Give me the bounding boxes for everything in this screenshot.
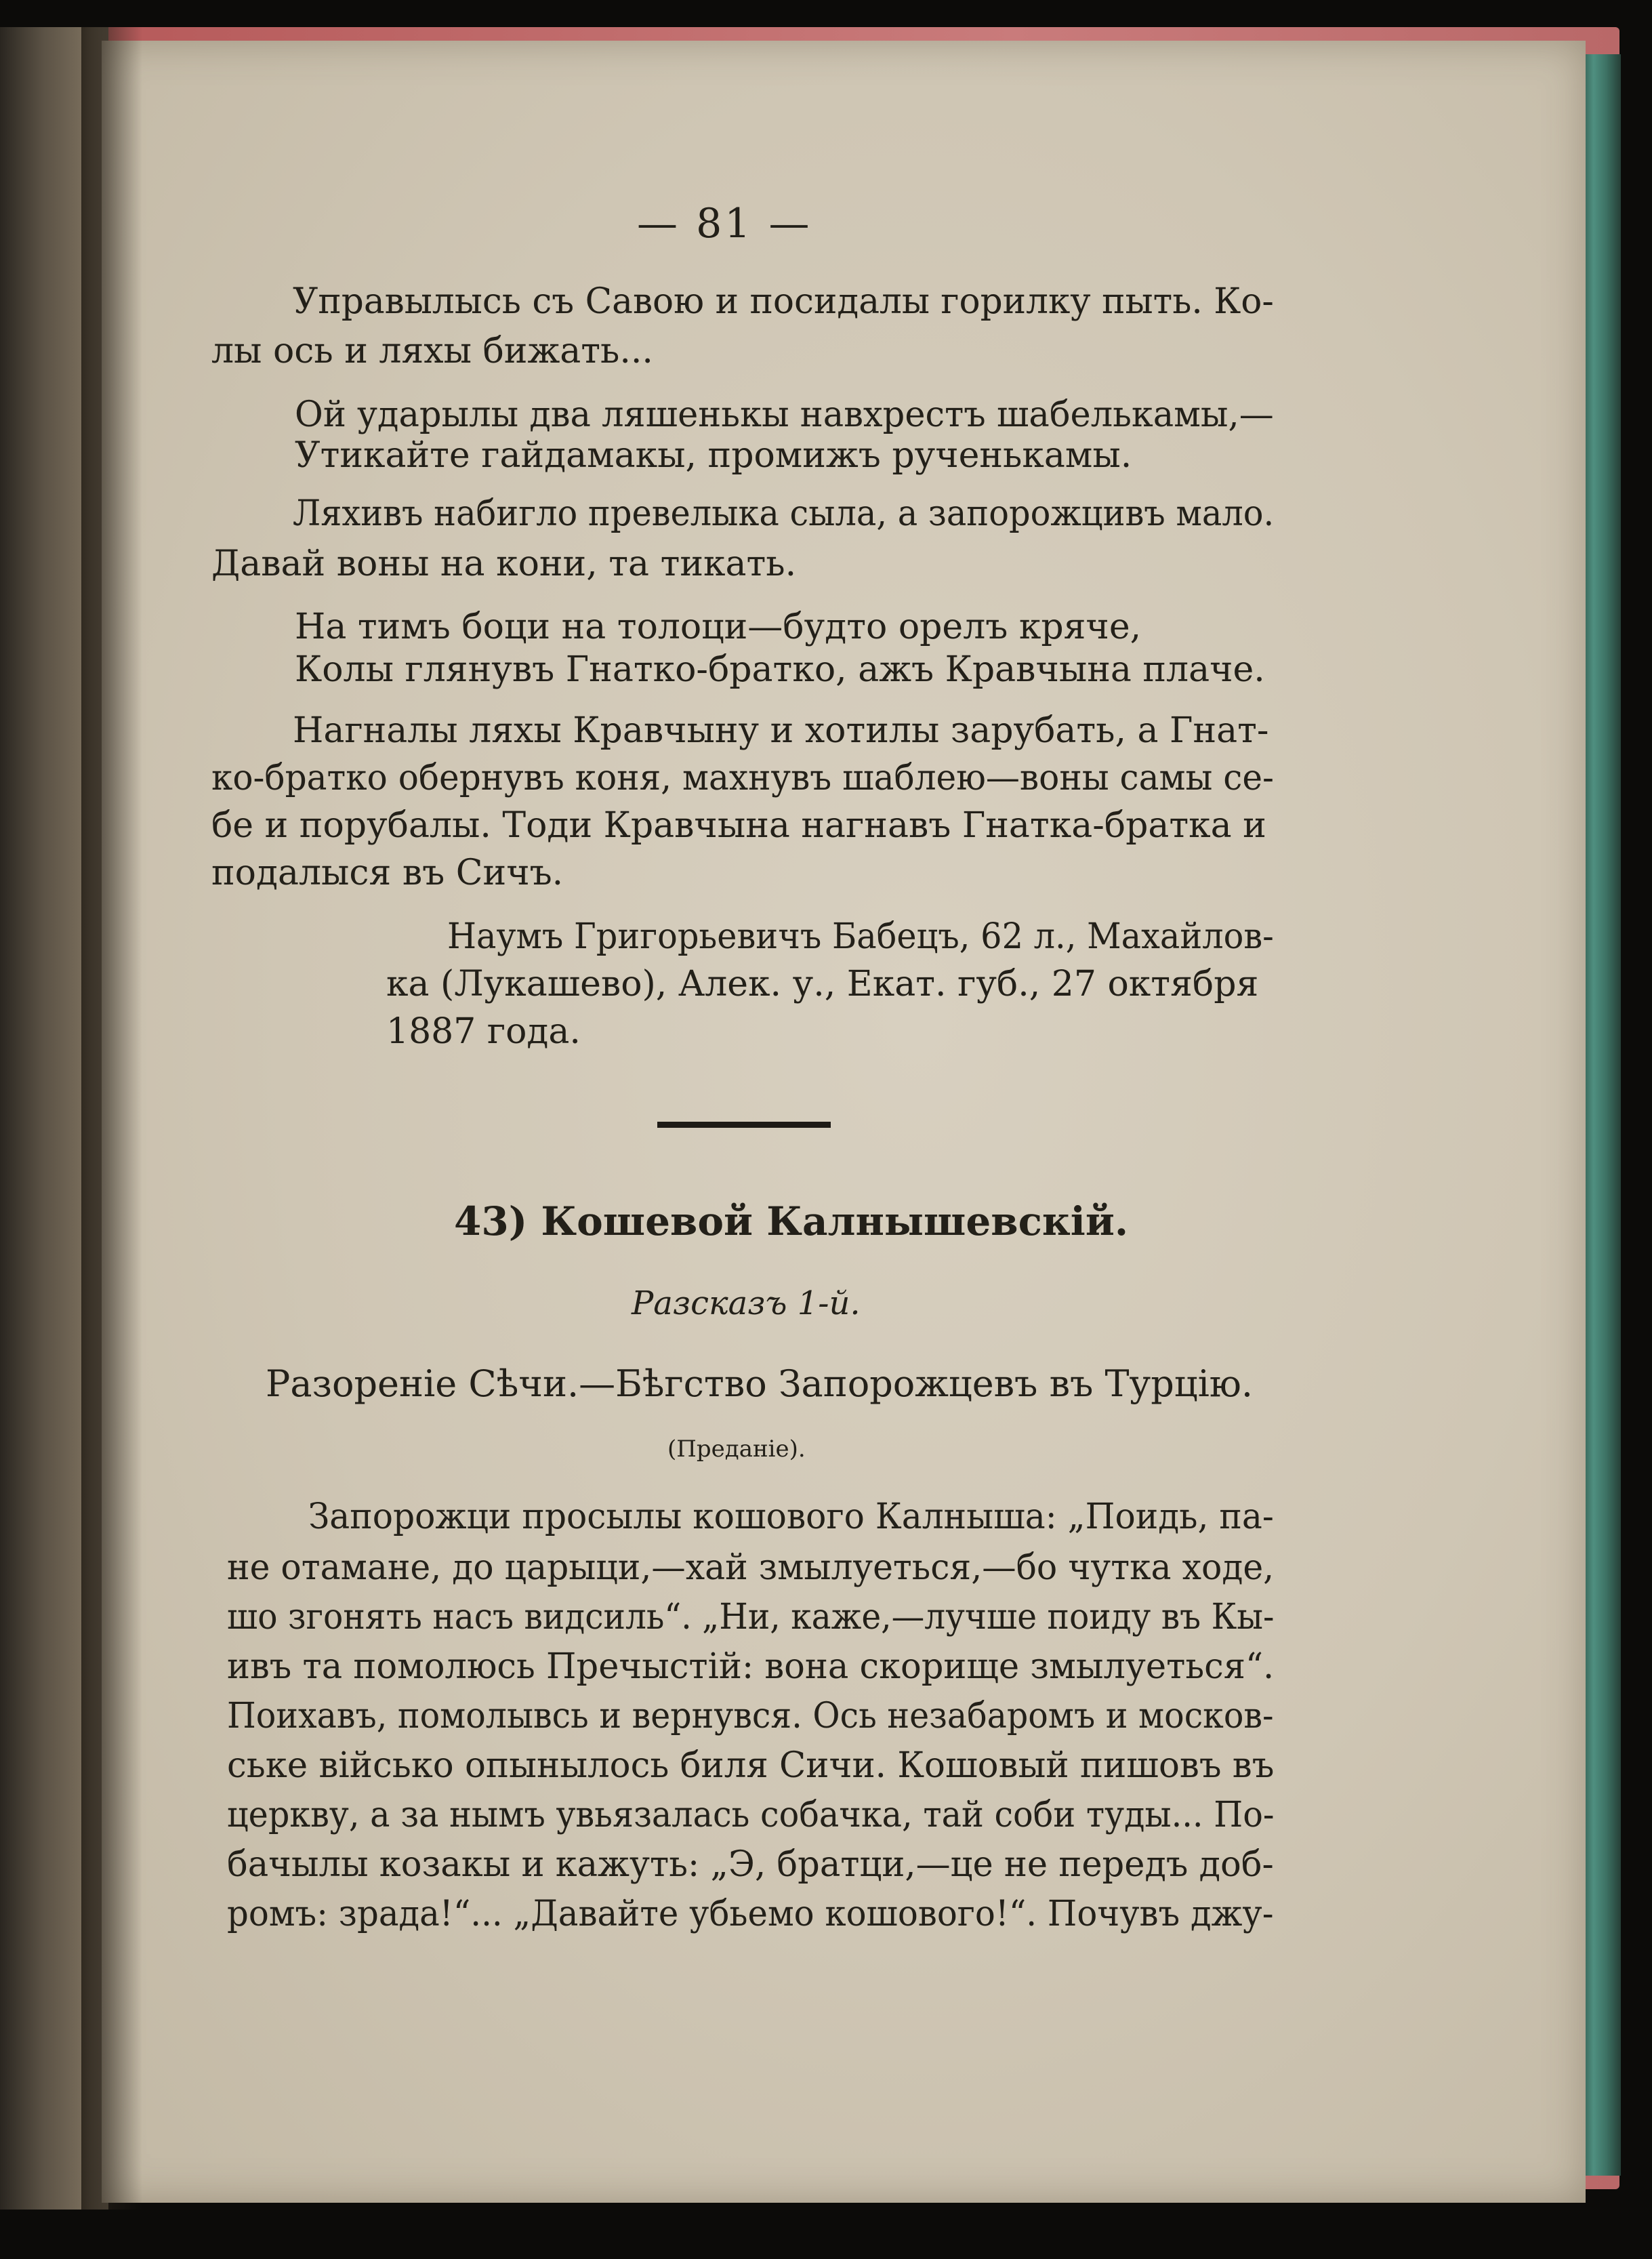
- text-line: бе и порубалы. Тоди Кравчына нагнавъ Гнатка-братка и: [211, 805, 1266, 846]
- text-line: ромъ: зрада!“... „Давайте убьемо кошового!“. Почувъ джу-: [227, 1894, 1274, 1934]
- text-line: ивъ та помолюсь Пречыстій: вона скорище змылуеться“.: [227, 1646, 1275, 1687]
- verse-line: Колы глянувъ Гнатко-братко, ажъ Кравчына плаче.: [295, 649, 1265, 690]
- text-line: ське військо опынылось биля Сичи. Кошовый пишовъ въ: [227, 1745, 1275, 1786]
- verse-line: Утикайте гайдамакы, промижъ рученькамы.: [295, 435, 1132, 476]
- text-line: Нагналы ляхы Кравчыну и хотилы зарубать, а Гнат-: [293, 710, 1269, 751]
- text-line: Запорожци просылы кошового Калныша: „Поидь, па-: [308, 1497, 1274, 1537]
- section-subheading: Разсказъ 1-й.: [632, 1284, 861, 1322]
- text-line: подалыся въ Сичъ.: [211, 853, 564, 893]
- verse-line: На тимъ боци на толоци—будто орелъ кряче,: [295, 607, 1142, 647]
- text-line: шо згонять насъ видсиль“. „Ни, каже,—лучше поиду въ Кы-: [227, 1597, 1275, 1637]
- text-line: не отамане, до царыци,—хай змылуеться,—бо чутка ходе,: [227, 1547, 1275, 1588]
- text-line: бачылы козакы и кажуть: „Э, братци,—це не передъ доб-: [227, 1844, 1274, 1885]
- informant-signature-line: Наумъ Григорьевичъ Бабецъ, 62 л., Махайлов-: [447, 916, 1274, 957]
- text-line: Поихавъ, помолывсь и вернувся. Ось незабаромъ и москов-: [227, 1696, 1274, 1736]
- verse-line: Ой ударылы два ляшенькы навхрестъ шабелькамы,—: [295, 394, 1274, 435]
- text-line: Управылысь съ Савою и посидалы горилку пыть. Ко-: [293, 281, 1274, 322]
- section-divider: [657, 1122, 831, 1128]
- text-line: ко-братко обернувъ коня, махнувъ шаблею—воны самы се-: [211, 758, 1274, 798]
- page-gutter-shadow: [81, 27, 142, 2210]
- text-line: церкву, а за нымъ увьязалась собачка, тай соби туды... По-: [227, 1795, 1275, 1835]
- informant-signature-line: ка (Лукашево), Алек. у., Екат. губ., 27 октября: [386, 964, 1259, 1004]
- text-line: Ляхивъ набигло превелыка сыла, а запорожцивъ мало.: [293, 493, 1275, 534]
- page-number: — 81 —: [637, 200, 812, 247]
- informant-signature-line: 1887 года.: [386, 1011, 581, 1052]
- genre-note: (Преданіе).: [667, 1436, 806, 1463]
- text-line: Давай воны на кони, та тикать.: [211, 544, 797, 584]
- section-heading: 43) Кошевой Калнышевскій.: [454, 1198, 1129, 1244]
- text-line: лы ось и ляхы бижать...: [211, 331, 653, 371]
- story-title: Разореніе Сѣчи.—Бѣгство Запорожцевъ въ Турцію.: [266, 1362, 1254, 1405]
